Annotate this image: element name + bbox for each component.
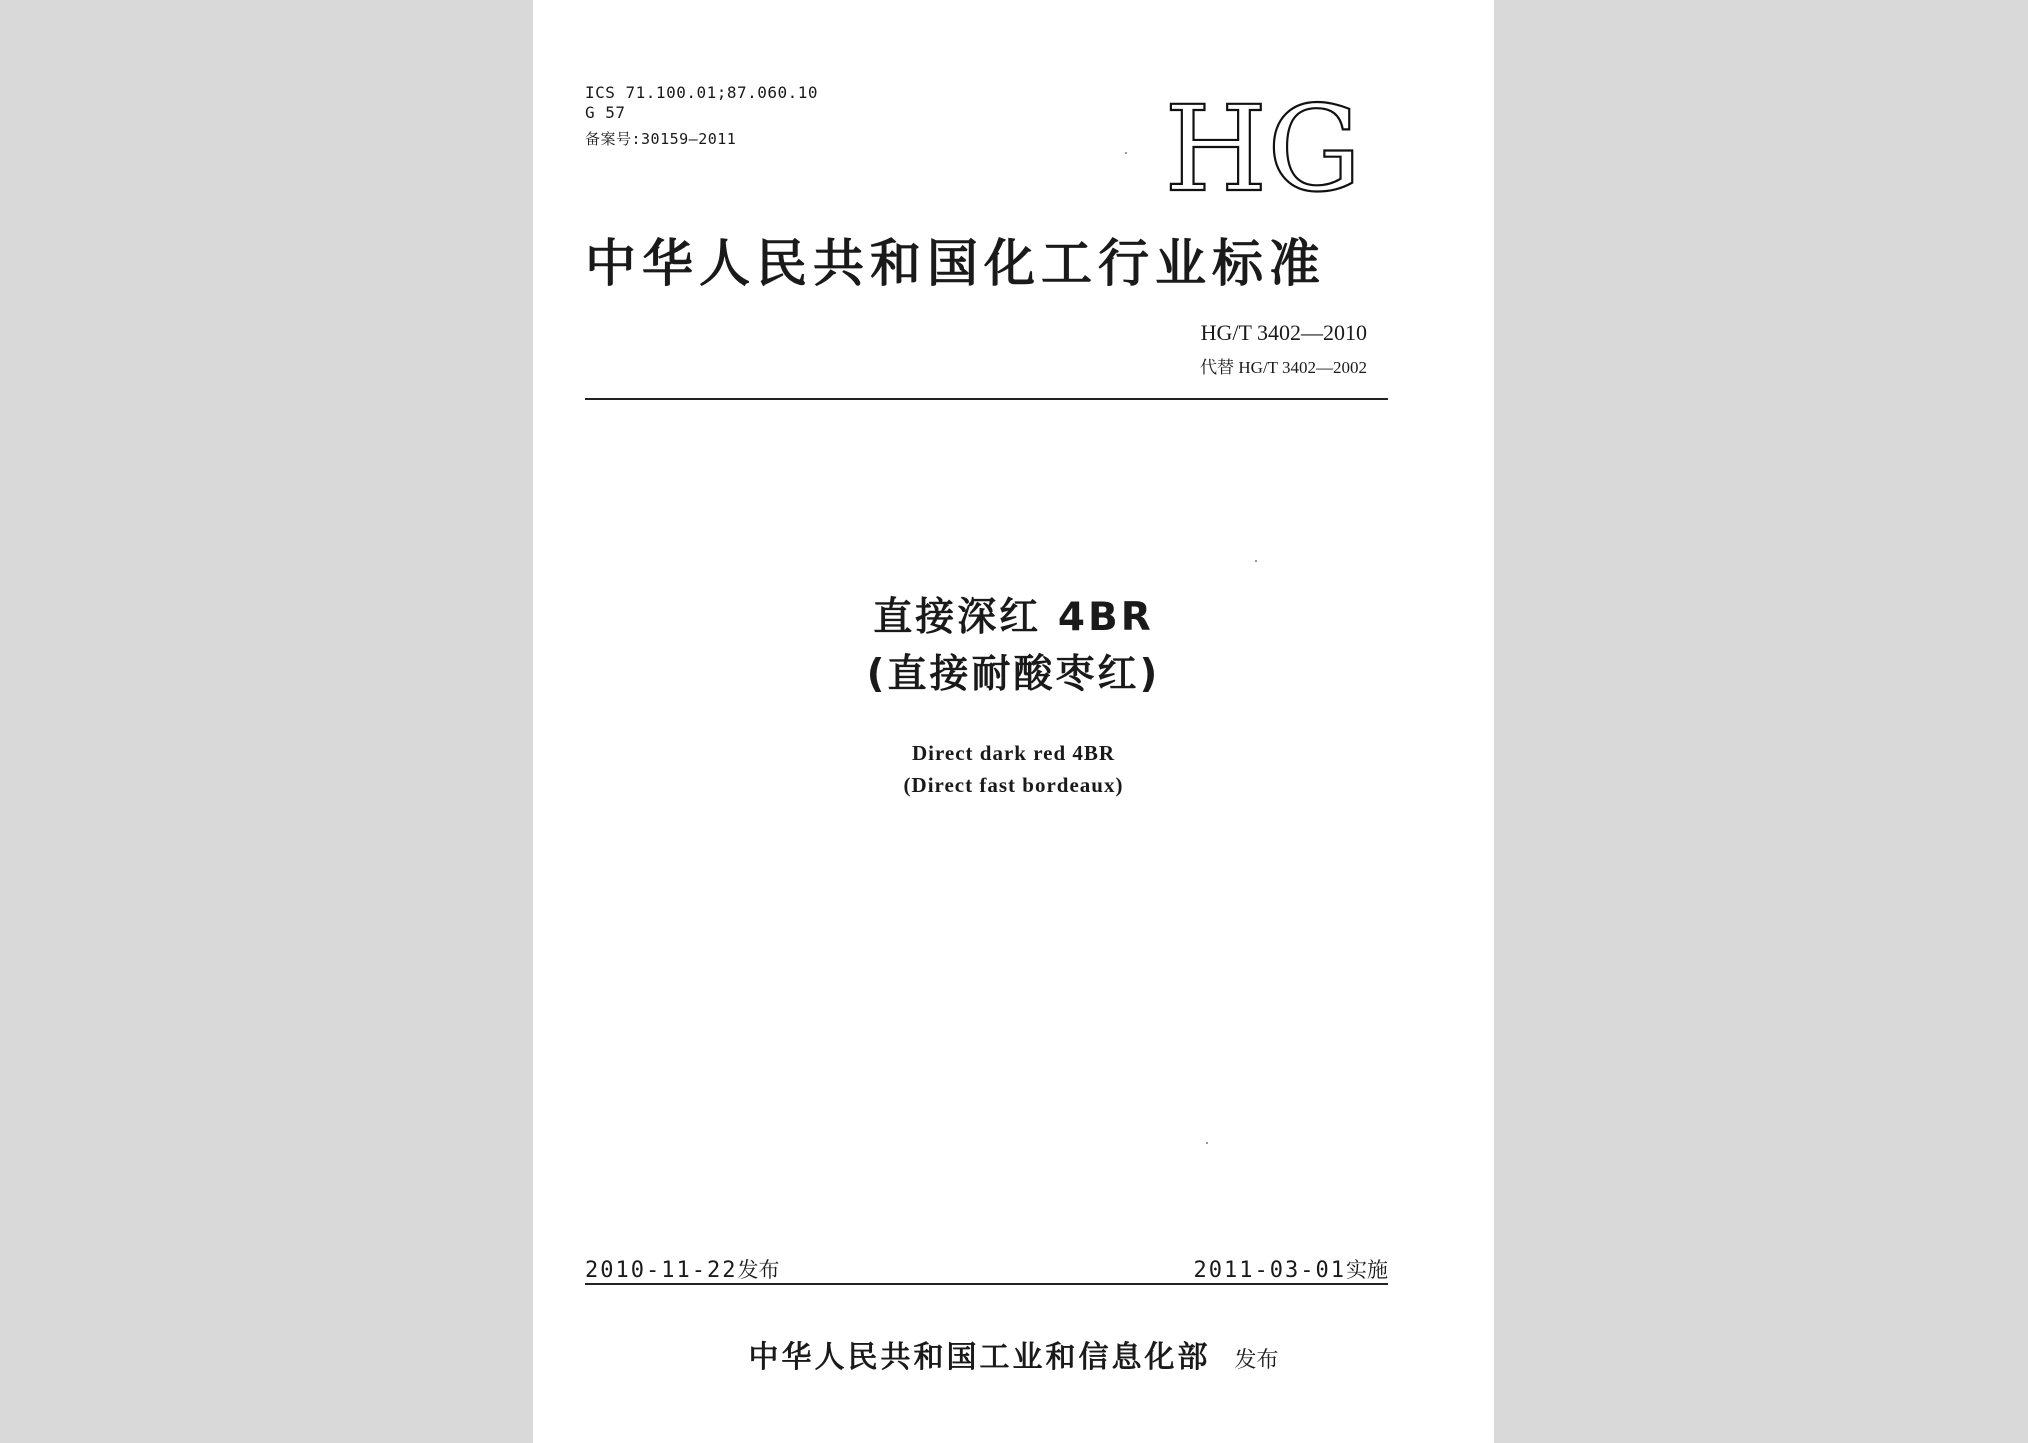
bottom-divider <box>585 1283 1388 1285</box>
effective-label: 实施 <box>1346 1258 1388 1282</box>
publisher-name: 中华人民共和国工业和信息化部 <box>748 1340 1211 1375</box>
main-title: 中华人民共和国化工行业标准 <box>585 234 1327 294</box>
replaces-standard: 代替 HG/T 3402—2002 <box>1200 358 1367 377</box>
filing-number: 备案号:30159—2011 <box>585 130 737 148</box>
scan-speck <box>1206 1142 1208 1144</box>
issue-label: 发布 <box>737 1258 780 1282</box>
hg-logo <box>1153 82 1373 212</box>
title-en-line1: Direct dark red 4BR <box>911 741 1116 765</box>
ics-code: ICS 71.100.01;87.060.10 <box>585 83 819 102</box>
document-page <box>533 0 1494 1443</box>
standard-number: HG/T 3402—2010 <box>1200 320 1367 345</box>
scan-speck <box>1125 152 1127 154</box>
effective-date: 2011-03-01 <box>1193 1258 1346 1283</box>
issue-date-line <box>585 1254 779 1284</box>
publisher-action: 发布 <box>1234 1348 1279 1373</box>
title-cn-line1: 直接深红 4BR <box>873 595 1154 640</box>
hg-logo-text: HG <box>1164 82 1362 212</box>
top-divider <box>585 398 1388 400</box>
scan-speck <box>1255 560 1257 562</box>
issue-date: 2010-11-22 <box>585 1258 738 1283</box>
publisher-line <box>533 1332 1494 1376</box>
title-en-line2: (Direct fast bordeaux) <box>903 773 1124 797</box>
title-cn-line2: (直接耐酸枣红) <box>866 652 1161 697</box>
ccs-code: G 57 <box>585 103 626 122</box>
effective-date-line <box>1194 1254 1388 1284</box>
